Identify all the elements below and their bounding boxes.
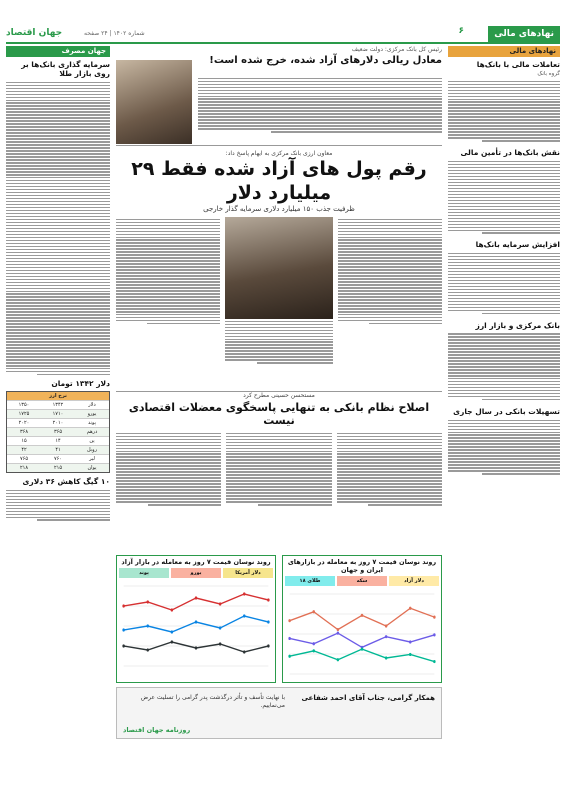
lead-title: رقم پول های آزاد شده فقط ۲۹ میلیارد دلار <box>131 158 427 204</box>
chart-title: روند نوسان قیمت ۷ روز به معامله در بازار آزاد <box>121 558 271 566</box>
data-point <box>147 648 149 651</box>
data-point <box>337 658 339 661</box>
left-column-tag: جهان مصرف <box>6 46 110 57</box>
left-subheadline: دلار ۱۳۴۲ تومان <box>51 379 110 389</box>
data-point <box>288 637 290 640</box>
legend-item: پوند <box>119 568 169 578</box>
data-point <box>171 630 173 633</box>
right-item-title: تسهیلات بانکی در سال جاری <box>453 406 560 416</box>
data-point <box>385 656 387 659</box>
table-cell: ۷۶۵ <box>19 456 29 463</box>
series-line <box>290 633 435 647</box>
data-point <box>122 604 124 607</box>
data-point <box>361 648 363 651</box>
table-cell: ۲۰۲۰ <box>18 420 30 427</box>
data-point <box>385 624 387 627</box>
table-row <box>7 436 109 445</box>
lead-kicker: معاون ارزی بانک مرکزی به ایهام پاسخ داد: <box>225 150 333 157</box>
top-story <box>116 46 442 146</box>
table-cell: درهم <box>86 429 98 436</box>
right-item-title: بانک مرکزی و بازار ارز <box>475 320 560 330</box>
table-header: نرخ ارز <box>7 392 109 400</box>
lead-body <box>116 217 442 387</box>
ad-footer: روزنامه جهان اقتصاد <box>123 726 191 734</box>
table-cell: ۴۱ <box>55 447 61 454</box>
chart-right <box>282 555 442 683</box>
second-article-body <box>116 431 442 551</box>
series-line <box>124 616 269 632</box>
legend-item: یورو <box>171 568 221 578</box>
table-cell: ۱۳۵۰ <box>18 402 30 409</box>
right-item <box>448 321 560 402</box>
right-item <box>448 148 560 235</box>
data-point <box>409 653 411 656</box>
line-chart-right <box>285 588 439 680</box>
data-point <box>243 592 245 595</box>
second-article-kicker: مستحسن حسینی مطرح کرد <box>243 392 315 399</box>
table-row <box>7 427 109 436</box>
table-cell: ۲۱۵ <box>53 465 63 472</box>
second-article-title: اصلاح نظام بانکی به تنهایی پاسخگوی معضلات اقتصادی نیست <box>128 401 430 427</box>
legend-item: دلار آمریکا <box>223 568 273 578</box>
legend-item: دلار آزاد <box>389 576 439 586</box>
data-point <box>337 632 339 635</box>
data-point <box>433 616 435 619</box>
data-point <box>267 598 269 601</box>
table-cell: ۱۴ <box>55 438 61 445</box>
main-column <box>116 46 442 802</box>
table-cell: ۱۷۲۵ <box>18 411 30 418</box>
table-cell: ۱۳۴۲ <box>52 402 64 409</box>
data-point <box>195 620 197 623</box>
table-cell: یوان <box>87 465 97 472</box>
data-point <box>243 650 245 653</box>
data-point <box>171 640 173 643</box>
right-item <box>448 60 560 143</box>
data-point <box>122 628 124 631</box>
brand-name: جهان اقتصاد <box>6 28 63 38</box>
data-point <box>288 655 290 658</box>
legend-item: طلای ۱۸ <box>285 576 335 586</box>
data-point <box>433 660 435 663</box>
legend-item: سکه <box>337 576 387 586</box>
table-row <box>7 418 109 427</box>
page-header <box>6 26 560 44</box>
data-point <box>267 644 269 647</box>
table-row <box>7 400 109 409</box>
lead-subtitle: ظرفیت جذب ۱۵۰ میلیارد دلاری سرمایه گذار خارجی <box>203 205 355 213</box>
table-row <box>7 463 109 472</box>
top-story-kicker: رئیس کل بانک مرکزی: دولت ضعیف <box>351 46 442 53</box>
section-label: نهادهای مالی <box>488 26 560 44</box>
top-story-title: معادل ریالی دلارهای آزاد شده، خرج شده است! <box>209 55 442 66</box>
left-column <box>6 46 110 802</box>
table-row <box>7 445 109 454</box>
table-cell: روبل <box>86 447 97 454</box>
data-point <box>433 633 435 636</box>
data-point <box>219 642 221 645</box>
data-point <box>313 649 315 652</box>
data-point <box>313 610 315 613</box>
table-row <box>7 409 109 418</box>
data-point <box>171 608 173 611</box>
table-cell: ۴۲ <box>21 447 27 454</box>
chart-legend <box>119 568 273 578</box>
table-cell: ۳۶۵ <box>53 429 63 436</box>
table-cell: ۲۱۸ <box>19 465 29 472</box>
chart-legend <box>285 576 439 586</box>
data-point <box>122 644 124 647</box>
ad-title: همکار گرامی، جناب آقای احمد شفاعی <box>301 694 435 702</box>
right-column <box>448 46 560 802</box>
table-cell: یورو <box>87 411 97 418</box>
data-point <box>195 596 197 599</box>
portrait-photo <box>116 60 192 144</box>
table-cell: ۳۶۸ <box>19 429 29 436</box>
data-point <box>267 620 269 623</box>
series-line <box>290 649 435 661</box>
data-point <box>385 635 387 638</box>
lead-story <box>116 150 442 392</box>
right-item-title: تعاملات مالی با بانک‌ها <box>476 60 560 69</box>
ad-body: با نهایت تأسف و تأثر درگذشت پدر گرامی را تسلیت عرض می‌نماییم. <box>140 694 285 709</box>
table-cell: ۷۶۰ <box>53 456 63 463</box>
portrait-photo <box>225 217 333 319</box>
table-cell: ۲۰۱۰ <box>52 420 64 427</box>
data-point <box>288 619 290 622</box>
text-lines <box>6 80 110 377</box>
right-item <box>448 240 560 315</box>
series-line <box>290 608 435 629</box>
data-point <box>361 614 363 617</box>
line-chart-left <box>119 580 273 672</box>
chart-title: روند نوسان قیمت ۷ روز به معامله در بازارهای ایران و جهان <box>287 558 437 574</box>
data-point <box>313 642 315 645</box>
issue-meta: شماره ۱۴۰۲ | ۲۴ صفحه <box>84 30 145 37</box>
right-item <box>448 407 560 476</box>
table-cell: پوند <box>88 420 96 427</box>
data-point <box>409 640 411 643</box>
second-article <box>116 392 442 551</box>
text-lines <box>448 79 560 143</box>
data-point <box>147 600 149 603</box>
right-item-byline: گروه بانک <box>537 71 560 77</box>
rates-table <box>6 391 110 473</box>
charts-row <box>116 555 442 683</box>
page-number: ۶ <box>458 26 464 36</box>
table-cell: لیر <box>89 456 95 463</box>
top-story-text <box>198 76 442 134</box>
data-point <box>147 624 149 627</box>
right-column-tag: نهادهای مالی <box>448 46 560 57</box>
table-row <box>7 454 109 463</box>
left-headline: سرمایه گذاری بانک‌ها بر روی بازار طلا <box>21 60 110 78</box>
chart-left <box>116 555 276 683</box>
table-cell: ین <box>89 438 95 445</box>
data-point <box>409 607 411 610</box>
right-item-title: نقش بانک‌ها در تأمین مالی <box>460 148 560 158</box>
data-point <box>243 614 245 617</box>
condolence-ad <box>116 687 442 739</box>
left-bottom-headline: ۱۰ گیگ کاهش ۳۶ دلاری <box>22 477 110 487</box>
data-point <box>219 602 221 605</box>
data-point <box>337 628 339 631</box>
table-cell: ۱۷۱۰ <box>52 411 64 418</box>
table-cell: ۱۵ <box>21 438 27 445</box>
table-cell: دلار <box>88 402 96 409</box>
right-item-title: افزایش سرمایه بانک‌ها <box>475 240 560 250</box>
data-point <box>219 626 221 629</box>
data-point <box>195 646 197 649</box>
